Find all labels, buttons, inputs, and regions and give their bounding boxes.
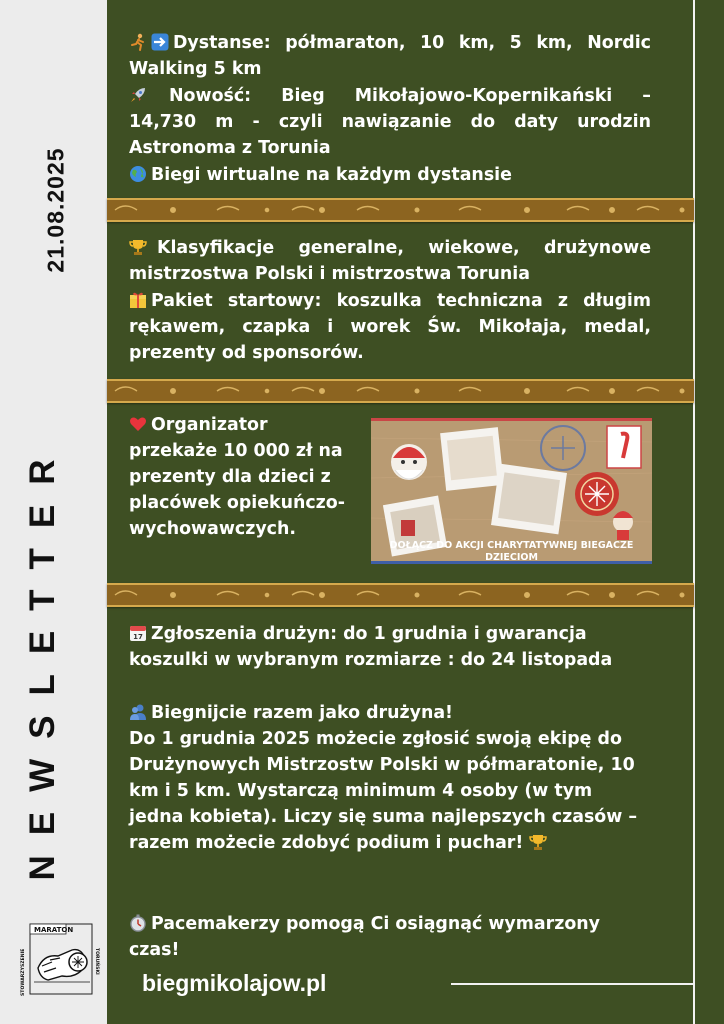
logo-text-left: STOWARZYSZENIE bbox=[21, 948, 26, 996]
gift-icon bbox=[129, 291, 147, 309]
newsletter-date: 21.08.2025 bbox=[42, 147, 69, 273]
footer-line bbox=[451, 983, 694, 985]
calendar-icon bbox=[129, 624, 147, 642]
photo-caption-1: DOŁĄCZ DO AKCJI CHARYTATYWNEJ BIEGACZE bbox=[389, 540, 634, 551]
photo-caption-2: DZIECIOM bbox=[485, 552, 538, 563]
arrow-right-icon bbox=[151, 33, 169, 51]
classification-label: Klasyfikacje generalne, wiekowe, drużynowe mistrzostwa Polski i mistrzostwa Torunia bbox=[129, 238, 651, 284]
ornament-divider-3 bbox=[107, 583, 694, 607]
trophy-icon bbox=[129, 238, 147, 256]
team-info-title-row bbox=[129, 700, 651, 726]
rocket-icon bbox=[129, 86, 147, 104]
distances-text bbox=[129, 30, 651, 82]
heart-icon bbox=[129, 415, 147, 433]
new-race-label: Nowość: Bieg Mikołajowo-Kopernikański – 14,730 m - czyli nawiązanie do daty urodzin Astronoma z Torunia bbox=[129, 86, 651, 158]
team-info-body: Do 1 grudnia 2025 możecie zgłosić swoją ekipę do Drużynowych Mistrzostw Polski w półmaratonie, 10 km i 5 km. Wystarczą minimum 4 osoby (w tym jedna kobieta). Liczy się suma najlepszych czasów – razem możecie zdobyć podium i puchar! bbox=[129, 729, 638, 853]
right-strip bbox=[695, 0, 724, 1024]
sidebar bbox=[0, 0, 107, 1024]
package-label: Pakiet startowy: koszulka techniczna z długim rękawem, czapka i worek Św. Mikołaja, medal, prezenty od sponsorów. bbox=[129, 291, 651, 363]
website-link[interactable]: biegmikolajow.pl bbox=[142, 970, 327, 996]
package-text bbox=[129, 288, 651, 366]
logo-text-right: TORUŃSKI bbox=[94, 948, 99, 975]
distances-label: Dystanse: półmaraton, 10 km, 5 km, Nordic Walking 5 km bbox=[129, 33, 651, 79]
charity-text bbox=[129, 412, 361, 542]
team-deadline-text bbox=[129, 621, 651, 673]
newsletter-title: NEWSLETTER bbox=[23, 439, 62, 881]
charity-photo bbox=[371, 418, 652, 564]
pacemakers-label: Pacemakerzy pomogą Ci osiągnąć wymarzony czas! bbox=[129, 914, 600, 960]
team-info-text bbox=[129, 700, 651, 856]
ornament-divider-1 bbox=[107, 198, 694, 222]
charity-label: Organizator przekaże 10 000 zł na prezenty dla dzieci z placówek opiekuńczo-wychowawczych. bbox=[129, 415, 345, 539]
team-deadline-label: Zgłoszenia drużyn: do 1 grudnia i gwarancja koszulki w wybranym rozmiarze : do 24 listopada bbox=[129, 624, 613, 670]
pacemakers-text bbox=[129, 911, 651, 963]
virtual-label: Biegi wirtualne na każdym dystansie bbox=[151, 165, 512, 185]
maraton-logo bbox=[14, 918, 98, 998]
people-icon bbox=[129, 703, 147, 721]
team-info-title: Biegnijcie razem jako drużyna! bbox=[151, 703, 453, 723]
runner-icon bbox=[129, 33, 147, 51]
globe-icon bbox=[129, 165, 147, 183]
svg-text:17: 17 bbox=[133, 633, 143, 641]
trophy-icon-2 bbox=[529, 833, 547, 851]
ornament-divider-2 bbox=[107, 379, 694, 403]
logo-text-top: MARATON bbox=[34, 926, 74, 934]
virtual-text bbox=[129, 162, 651, 188]
classification-text bbox=[129, 235, 651, 287]
new-race-text bbox=[129, 83, 651, 161]
stopwatch-icon bbox=[129, 914, 147, 932]
team-info-body-row bbox=[129, 726, 651, 856]
